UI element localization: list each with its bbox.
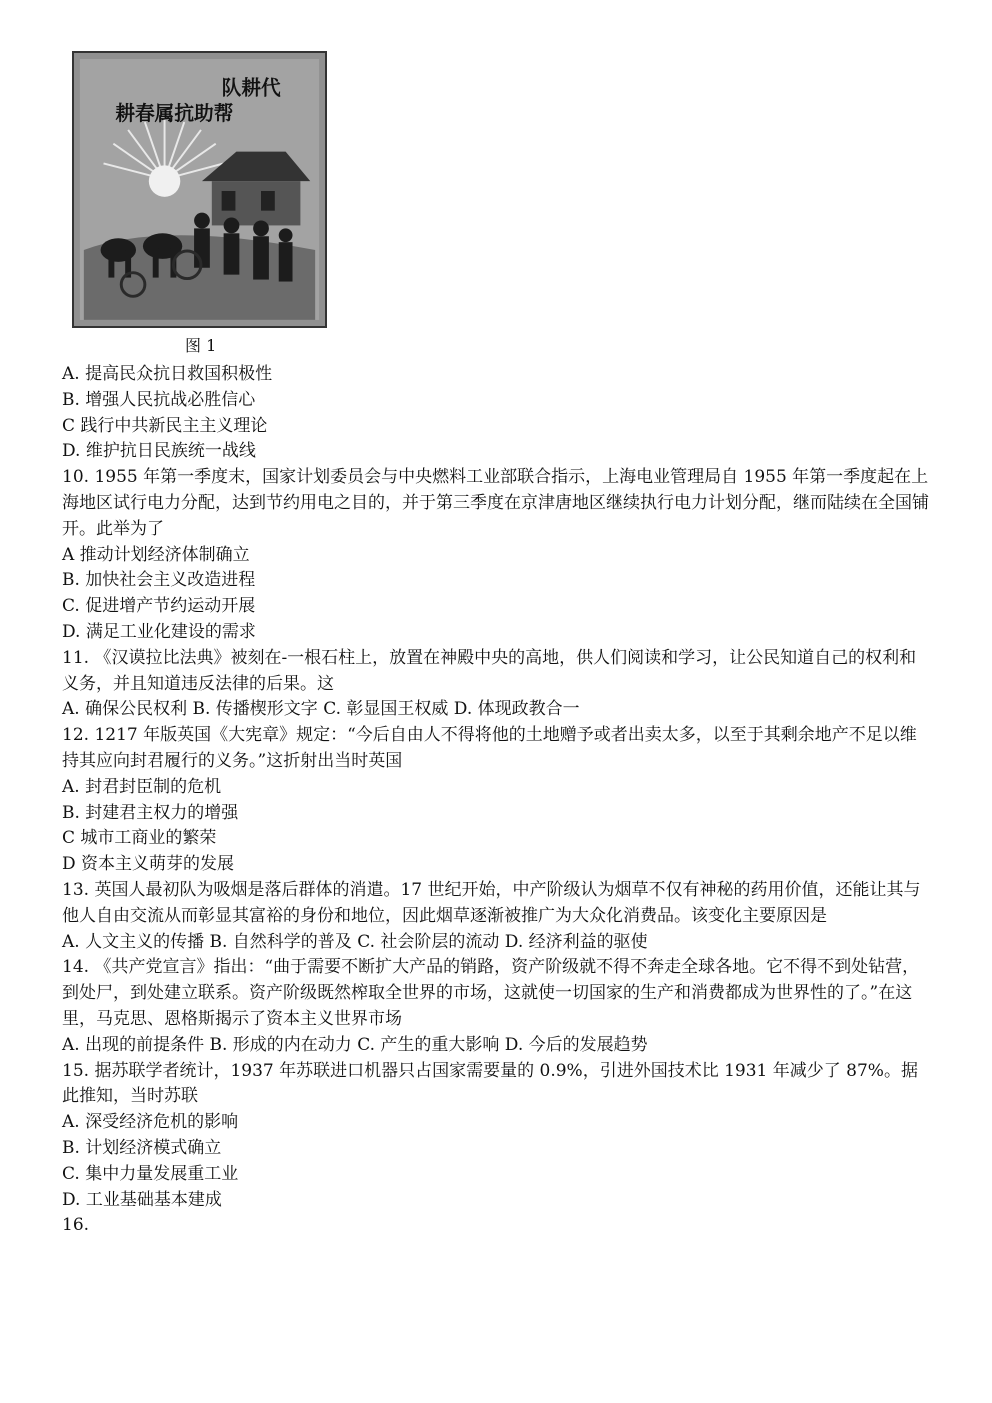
q14-options: A. 出现的前提条件 B. 形成的内在动力 C. 产生的重大影响 D. 今后的发展趋势 [62, 1034, 648, 1055]
q15-option-d: D. 工业基础基本建成 [62, 1189, 222, 1210]
q9-option-b: B. 增强人民抗战必胜信心 [62, 389, 256, 410]
q10-option-b: B. 加快社会主义改造进程 [62, 570, 256, 591]
q12-option-b: B. 封建君主权力的增强 [62, 802, 239, 823]
q12-stem: 12. 1217 年版英国《大宪章》规定：“今后自由人不得将他的土地赠予或者出卖太多，以至于其剩余地产不足以维持其应向封君履行的义务。”这折射出当时英国 [62, 725, 917, 771]
q12-option-c: C 城市工商业的繁荣 [62, 828, 217, 849]
q15-option-a: A. 深受经济危机的影响 [62, 1112, 239, 1133]
q14-stem: 14. 《共产党宣言》指出：“曲于需要不断扩大产品的销路，资产阶级就不得不奔走全球各地。它不得不到处钻营，到处尸，到处建立联系。资产阶级既然榨取全世界的市场，这就使一切国家的生产和消费都成为世界性的了。”在这里，马克思、恩格斯揭示了资本主义世界市场 [62, 957, 920, 1029]
figure-caption: 图 1 [185, 336, 217, 355]
q10-option-d: D. 满足工业化建设的需求 [62, 621, 256, 642]
q15-option-c: C. 集中力量发展重工业 [62, 1163, 239, 1184]
q15-stem: 15. 据苏联学者统计，1937 年苏联进口机器只占国家需要量的 0.9%，引进外国技术比 1931 年减少了 87%。据此推知，当时苏联 [62, 1060, 918, 1107]
q11-options: A. 确保公民权利 B. 传播楔形文字 C. 彰显国王权威 D. 体现政教合一 [62, 699, 580, 720]
question-content [62, 362, 930, 1239]
q12-option-d: D 资本主义萌芽的发展 [62, 854, 235, 875]
poster-image [74, 53, 325, 326]
q12-option-a: A. 封君封臣制的危机 [62, 776, 222, 797]
q16-number: 16. [62, 1215, 90, 1236]
q10-option-a: A 推动计划经济体制确立 [62, 544, 250, 565]
q10-stem: 10. 1955 年第一季度末，国家计划委员会与中央燃料工业部联合指示，上海电业管理局自 1955 年第一季度起在上海地区试行电力分配，达到节约用电之目的，并于第三季度在京津唐地区继续执行电力计划分配，继而陆续在全国铺开。此举为了 [62, 467, 929, 539]
poster-title-line1: 队耕代 [221, 76, 281, 100]
q10-option-c: C. 促进增产节约运动开展 [62, 596, 256, 617]
q9-option-d: D. 维护抗日民族统一战线 [62, 441, 256, 462]
q9-option-a: A. 提高民众抗日救国积极性 [62, 364, 273, 384]
q13-options: A. 人文主义的传播 B. 自然科学的普及 C. 社会阶层的流动 D. 经济利益的驱使 [62, 931, 648, 952]
q9-option-c: C 践行中共新民主主义理论 [62, 415, 268, 436]
poster-figure [72, 51, 327, 328]
poster-title-line2: 耕春属抗助帮 [115, 102, 234, 126]
q15-option-b: B. 计划经济模式确立 [62, 1137, 222, 1158]
q11-stem: 11. 《汉谟拉比法典》被刻在-一根石柱上，放置在神殿中央的高地，供人们阅读和学习，让公民知道自己的权利和义务，并且知道违反法律的后果。这 [62, 647, 917, 694]
q13-stem: 13. 英国人最初队为吸烟是落后群体的消遣。17 世纪开始，中产阶级认为烟草不仅有神秘的药用价值，还能让其与他人自由交流从而彰显其富裕的身份和地位，因此烟草逐渐被推广为大众化消费品。该变化主要原因是 [62, 879, 921, 926]
